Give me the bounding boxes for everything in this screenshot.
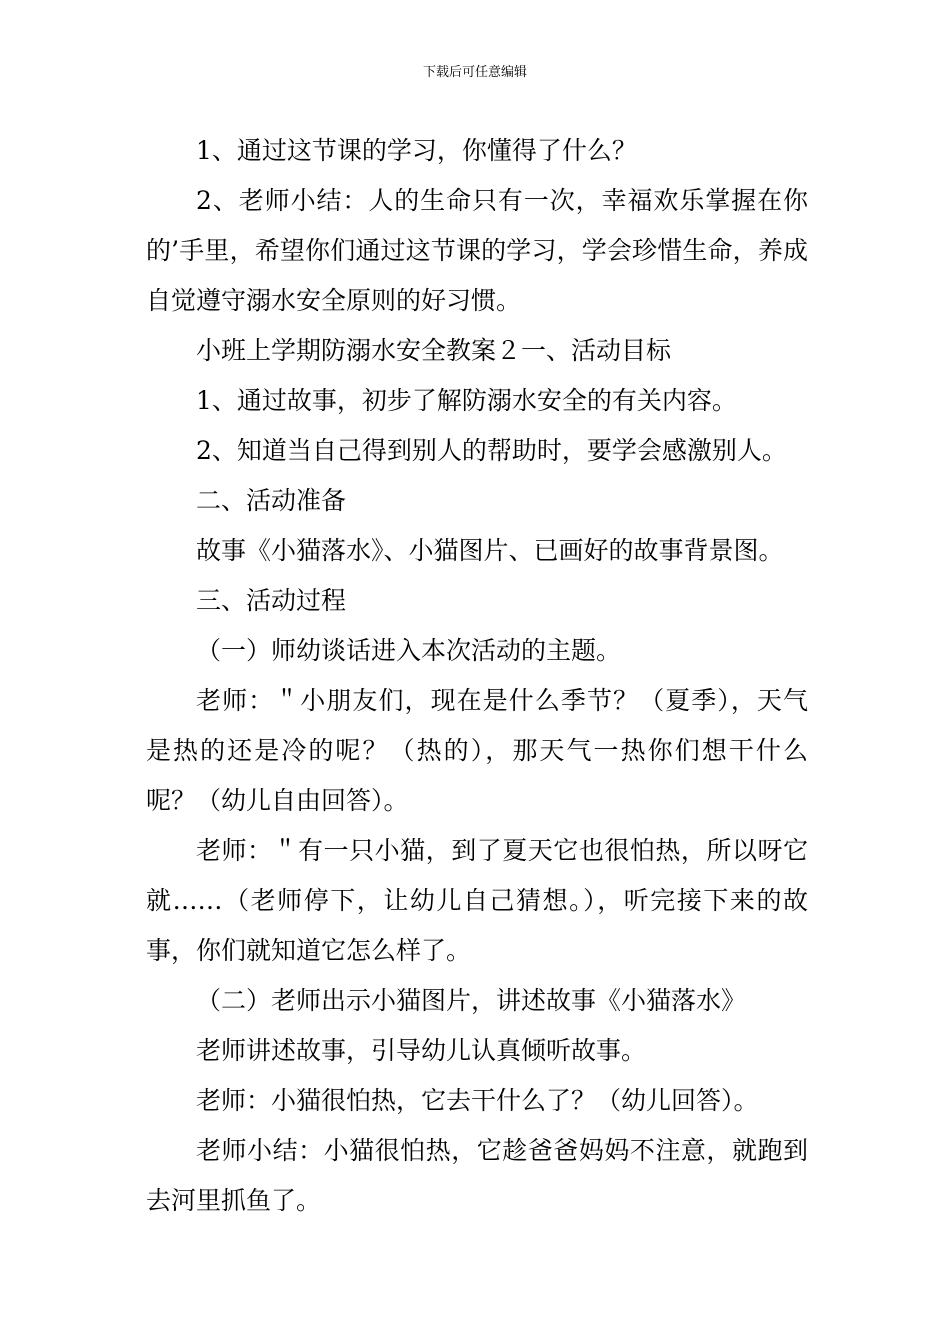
paragraph: 故事《小猫落水》、小猫图片、已画好的故事背景图。 bbox=[196, 536, 784, 565]
paragraph: （二）老师出示小猫图片，讲述故事《小猫落水》 bbox=[196, 986, 747, 1015]
section-heading: 三、活动过程 bbox=[196, 586, 347, 615]
paragraph: 老师小结：小猫很怕热，它趁爸爸妈妈不注意，就跑到去河里抓鱼了。 bbox=[146, 1136, 808, 1215]
paragraph: 1、通过故事，初步了解防溺水安全的有关内容。 bbox=[196, 386, 737, 415]
paragraph: 老师：＂小朋友们，现在是什么季节？（夏季），天气是热的还是冷的呢？（热的），那天气一热你们想干什么呢？（幼儿自由回答）。 bbox=[146, 686, 808, 815]
paragraph: 1、通过这节课的学习，你懂得了什么？ bbox=[196, 136, 637, 165]
document-body bbox=[146, 126, 808, 1226]
page-header: 下载后可任意编辑 bbox=[422, 65, 527, 80]
paragraph: 老师讲述故事，引导幼儿认真倾听故事。 bbox=[196, 1036, 647, 1065]
paragraph: 2、老师小结：人的生命只有一次，幸福欢乐掌握在你的’手里，希望你们通过这节课的学习，学会珍惜生命，养成自觉遵守溺水安全原则的好习惯。 bbox=[146, 186, 808, 315]
paragraph: 老师：＂有一只小猫，到了夏天它也很怕热，所以呀它就……（老师停下，让幼儿自己猜想。），听完接下来的故事，你们就知道它怎么样了。 bbox=[146, 836, 808, 965]
paragraph: 老师：小猫很怕热，它去干什么了？（幼儿回答）。 bbox=[196, 1086, 759, 1115]
section-heading: 二、活动准备 bbox=[196, 486, 347, 515]
paragraph: 2、知道当自己得到别人的帮助时，要学会感激别人。 bbox=[196, 436, 787, 465]
paragraph: （一）师幼谈话进入本次活动的主题。 bbox=[196, 636, 622, 665]
paragraph: 小班上学期防溺水安全教案２一、活动目标 bbox=[196, 336, 672, 365]
